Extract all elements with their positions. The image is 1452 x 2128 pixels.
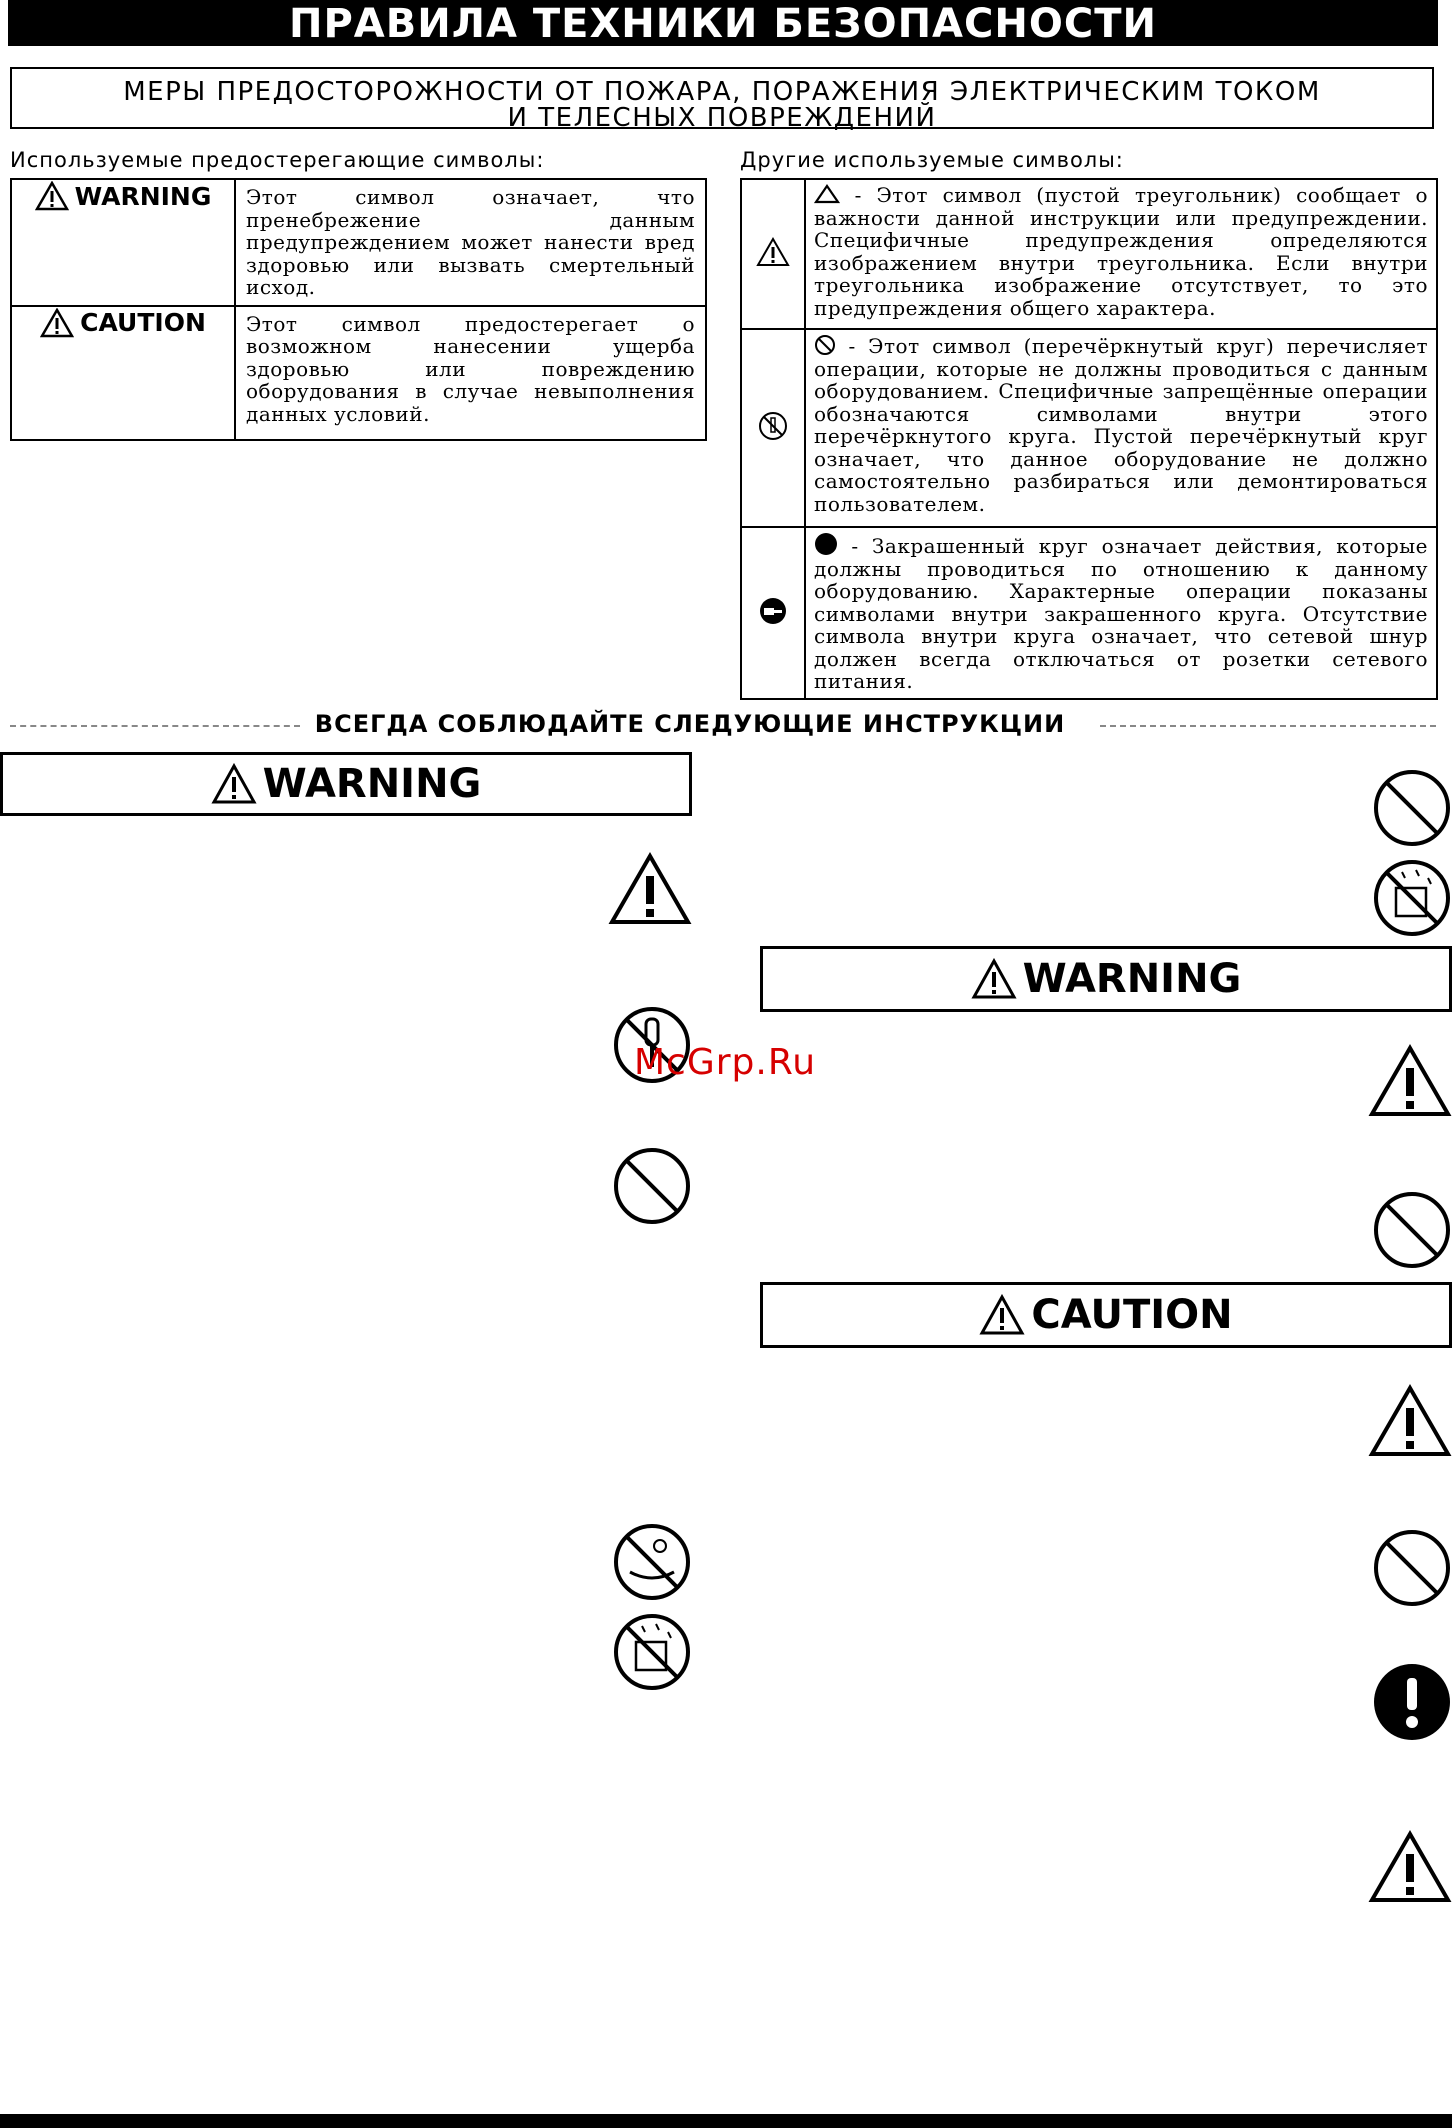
no-disassemble-icon bbox=[757, 410, 789, 442]
triangle-description: - Этот символ (пустой треугольник) сообщает о важности данной инструкции или предупреждении. Специфичные предупреждения определяются изображением внутри треугольника. Если внутри треугольника изображение отсутствует, то это предупреждения общего характера. bbox=[814, 183, 1429, 320]
page-title: ПРАВИЛА ТЕХНИКИ БЕЗОПАСНОСТИ bbox=[8, 0, 1438, 46]
triangle-icon bbox=[756, 237, 790, 267]
warning-description-cell bbox=[235, 179, 706, 306]
always-heading: ВСЕГДА СОБЛЮДАЙТЕ СЛЕДУЮЩИЕ ИНСТРУКЦИИ bbox=[314, 710, 1066, 738]
caution-triangle-icon bbox=[608, 852, 692, 926]
filled-circle-icon bbox=[814, 532, 838, 556]
triangle-description-cell bbox=[805, 179, 1437, 329]
filled-symbol-cell bbox=[741, 527, 805, 699]
no-water-icon bbox=[612, 1612, 692, 1692]
divider-right bbox=[1100, 725, 1436, 727]
left-table-label: Используемые предостерегающие символы: bbox=[10, 148, 545, 172]
prohibited-circle-icon bbox=[1372, 1528, 1452, 1608]
warning-triangle-icon bbox=[971, 958, 1017, 1000]
caution-triangle-icon bbox=[979, 1294, 1025, 1336]
filled-description-cell bbox=[805, 527, 1437, 699]
caution-triangle-icon bbox=[1368, 1384, 1452, 1458]
subtitle-line-1: МЕРЫ ПРЕДОСТОРОЖНОСТИ ОТ ПОЖАРА, ПОРАЖЕНИЯ ЭЛЕКТРИЧЕСКИМ ТОКОМ bbox=[123, 77, 1321, 107]
warning-banner-left-label: WARNING bbox=[262, 761, 482, 807]
unplug-icon bbox=[757, 595, 789, 627]
other-symbols-table bbox=[740, 178, 1438, 700]
warning-triangle-icon bbox=[211, 763, 257, 805]
caution-triangle-icon bbox=[40, 308, 74, 338]
caution-triangle-icon bbox=[1368, 1044, 1452, 1118]
bottom-bar bbox=[0, 2114, 1452, 2128]
warning-banner-right bbox=[760, 946, 1452, 1012]
caution-signal-word: CAUTION bbox=[80, 308, 206, 337]
prohibited-description: - Этот символ (перечёркнутый круг) перечисляет операции, которые не должны проводиться с данным оборудованием. Специфичные запрещённые операции обозначаются символами внутри этого перечёркнутого круга. Пустой перечёркнутый круг означает, что данное оборудование не должно самостоятельно разбираться или демонтироваться пользователем. bbox=[814, 334, 1429, 516]
warning-description: Этот символ означает, что пренебрежение данным предупреждением может нанести вред здоровью или вызвать смертельный исход. bbox=[246, 185, 695, 299]
warning-banner-left bbox=[0, 752, 692, 816]
caution-signal-cell bbox=[11, 306, 235, 440]
no-bath-icon bbox=[612, 1522, 692, 1602]
prohibited-description-cell bbox=[805, 329, 1437, 527]
mandatory-action-icon bbox=[1372, 1662, 1452, 1742]
subtitle-box bbox=[10, 67, 1434, 133]
warning-signal-cell bbox=[11, 179, 235, 306]
prohibited-circle-icon bbox=[612, 1146, 692, 1226]
right-table-label: Другие используемые символы: bbox=[740, 148, 1124, 172]
caution-triangle-icon bbox=[1368, 1830, 1452, 1904]
watermark: McGrp.Ru bbox=[634, 1042, 817, 1083]
warning-symbols-table bbox=[10, 178, 707, 441]
prohibited-circle-icon bbox=[814, 334, 836, 356]
triangle-symbol-cell bbox=[741, 179, 805, 329]
divider-left bbox=[10, 725, 300, 727]
prohibited-circle-icon bbox=[1372, 1190, 1452, 1270]
filled-description: - Закрашенный круг означает действия, которые должны проводиться по отношению к данному оборудованию. Характерные операции показаны символами внутри закрашенного круга. Отсутствие символа внутри круга означает, что сетевой шнур должен всегда отключаться от розетки сетевого питания. bbox=[814, 534, 1429, 693]
prohibited-circle-icon bbox=[1372, 768, 1452, 848]
prohibited-symbol-cell bbox=[741, 329, 805, 527]
warning-signal-word: WARNING bbox=[74, 181, 212, 211]
subtitle-line-2: И ТЕЛЕСНЫХ ПОВРЕЖДЕНИЙ bbox=[507, 103, 937, 133]
caution-description-cell bbox=[235, 306, 706, 440]
caution-banner-right-label: CAUTION bbox=[1031, 1292, 1233, 1338]
no-water-icon bbox=[1372, 858, 1452, 938]
warning-banner-right-label: WARNING bbox=[1022, 956, 1242, 1002]
caution-description: Этот символ предостерегает о возможном нанесении ущерба здоровью или повреждению оборудования в случае невыполнения данных условий. bbox=[246, 311, 695, 426]
caution-banner-right bbox=[760, 1282, 1452, 1348]
hollow-triangle-icon bbox=[814, 184, 840, 204]
warning-triangle-icon bbox=[35, 181, 69, 211]
